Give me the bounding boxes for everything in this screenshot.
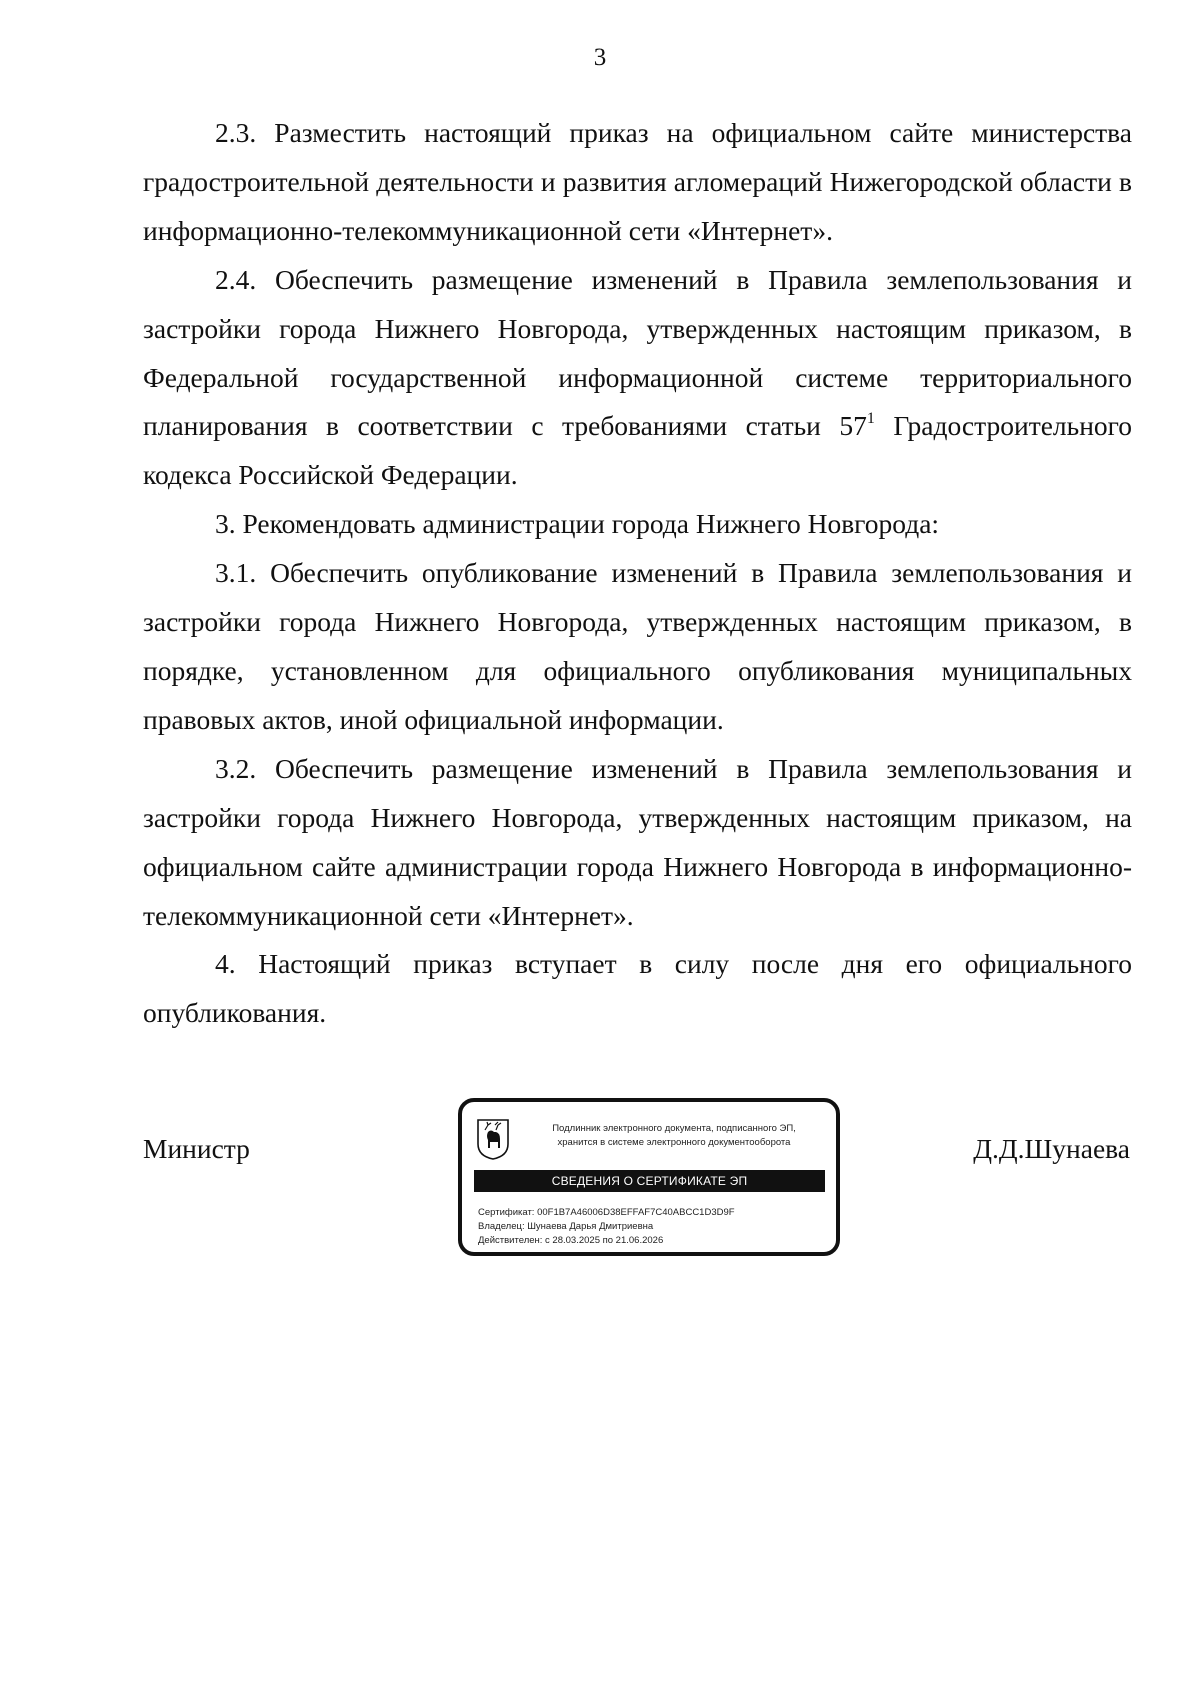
certificate-number: Сертификат: 00F1B7A46006D38EFFAF7C40ABCC1D3D9F	[478, 1207, 735, 1218]
stamp-banner: СВЕДЕНИЯ О СЕРТИФИКАТЕ ЭП	[474, 1170, 825, 1192]
document-body	[143, 109, 1132, 1038]
paragraph-3-2: 3.2. Обеспечить размещение изменений в Правила землепользования и застройки города Нижнего Новгорода, утвержденных настоящим приказом, на официальном сайте администрации города Нижнего Новгорода в информационно-телекоммуникационной сети «Интернет».	[143, 752, 1132, 931]
certificate-owner: Владелец: Шунаева Дарья Дмитриевна	[478, 1221, 654, 1232]
paragraph-3-1: 3.1. Обеспечить опубликование изменений в Правила землепользования и застройки города Нижнего Новгорода, утвержденных настоящим приказом, в порядке, установленном для официального опубликования муниципальных правовых актов, иной официальной информации.	[143, 557, 1132, 735]
stamp-note	[524, 1122, 824, 1150]
stamp-note-line-1: Подлинник электронного документа, подписанного ЭП,	[552, 1123, 796, 1134]
paragraph-4: 4. Настоящий приказ вступает в силу после дня его официального опубликования.	[143, 948, 1132, 1029]
deer-coat-of-arms-icon	[476, 1118, 510, 1160]
article-superscript: 1	[866, 410, 875, 428]
paragraph-2-3: 2.3. Разместить настоящий приказ на официальном сайте министерства градостроительной деятельности и развития агломераций Нижегородской области в информационно-телекоммуникационной сети «Интернет».	[143, 117, 1132, 246]
signer-name: Д.Д.Шунаева	[973, 1133, 1130, 1164]
paragraph-2-4-tail: Градостроительного кодекса Российской Федерации.	[143, 410, 1132, 491]
certificate-validity: Действителен: с 28.03.2025 по 21.06.2026	[478, 1235, 664, 1246]
page-number: 3	[593, 44, 607, 71]
paragraph-3: 3. Рекомендовать администрации города Нижнего Новгорода:	[215, 508, 940, 540]
paragraph-2-4-text: 2.4. Обеспечить размещение изменений в Правила землепользования и застройки города Нижнего Новгорода, утвержденных настоящим приказом, в Федеральной государственной информационной системе территориального планирования в соответствии с требованиями статьи 57	[143, 263, 1132, 442]
electronic-signature-stamp	[458, 1098, 840, 1256]
stamp-note-line-2: хранится в системе электронного документооборота	[557, 1137, 791, 1148]
signer-title: Министр	[143, 1133, 250, 1164]
certificate-details	[478, 1206, 735, 1248]
paragraph-2-4	[143, 256, 1132, 501]
